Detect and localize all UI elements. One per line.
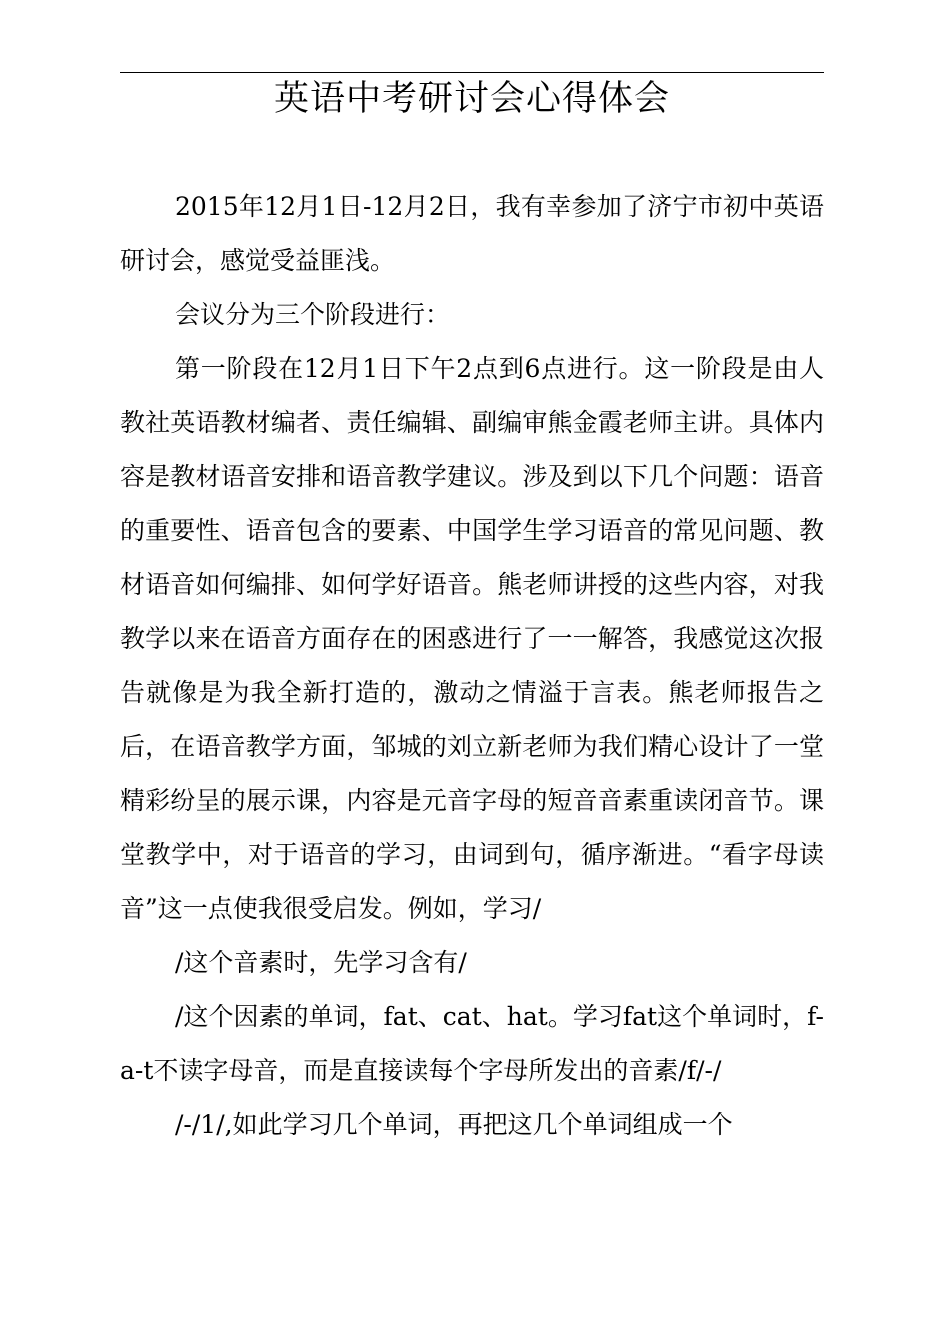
paragraph: 会议分为三个阶段进行： bbox=[175, 300, 451, 329]
document-body bbox=[120, 180, 824, 1152]
paragraph: /这个音素时，先学习含有/ bbox=[175, 948, 467, 977]
paragraph: 2015年12月1日-12月2日，我有幸参加了济宁市初中英语研讨会，感觉受益匪浅。 bbox=[120, 192, 824, 275]
document-title: 英语中考研讨会心得体会 bbox=[273, 79, 670, 119]
header-rule bbox=[120, 72, 824, 73]
paragraph: 第一阶段在12月1日下午2点到6点进行。这一阶段是由人教社英语教材编者、责任编辑、副编审熊金霞老师主讲。具体内容是教材语音安排和语音教学建议。涉及到以下几个问题：语音的重要性、语音包含的要素、中国学生学习语音的常见问题、教材语音如何编排、如何学好语音。熊老师讲授的这些内容，对我教学以来在语音方面存在的困惑进行了一一解答，我感觉这次报告就像是为我全新打造的，激动之情溢于言表。熊老师报告之后，在语音教学方面，邹城的刘立新老师为我们精心设计了一堂精彩纷呈的展示课，内容是元音字母的短音音素重读闭音节。课堂教学中，对于语音的学习，由词到句，循序渐进。“看字母读音”这一点使我很受启发。例如，学习/ bbox=[120, 354, 824, 923]
paragraph: /-/1/,如此学习几个单词，再把这几个单词组成一个 bbox=[175, 1110, 733, 1139]
paragraph: /这个因素的单词，fat、cat、hat。学习fat这个单词时，f-a-t不读字母音，而是直接读每个字母所发出的音素/f/-/ bbox=[120, 1002, 824, 1085]
